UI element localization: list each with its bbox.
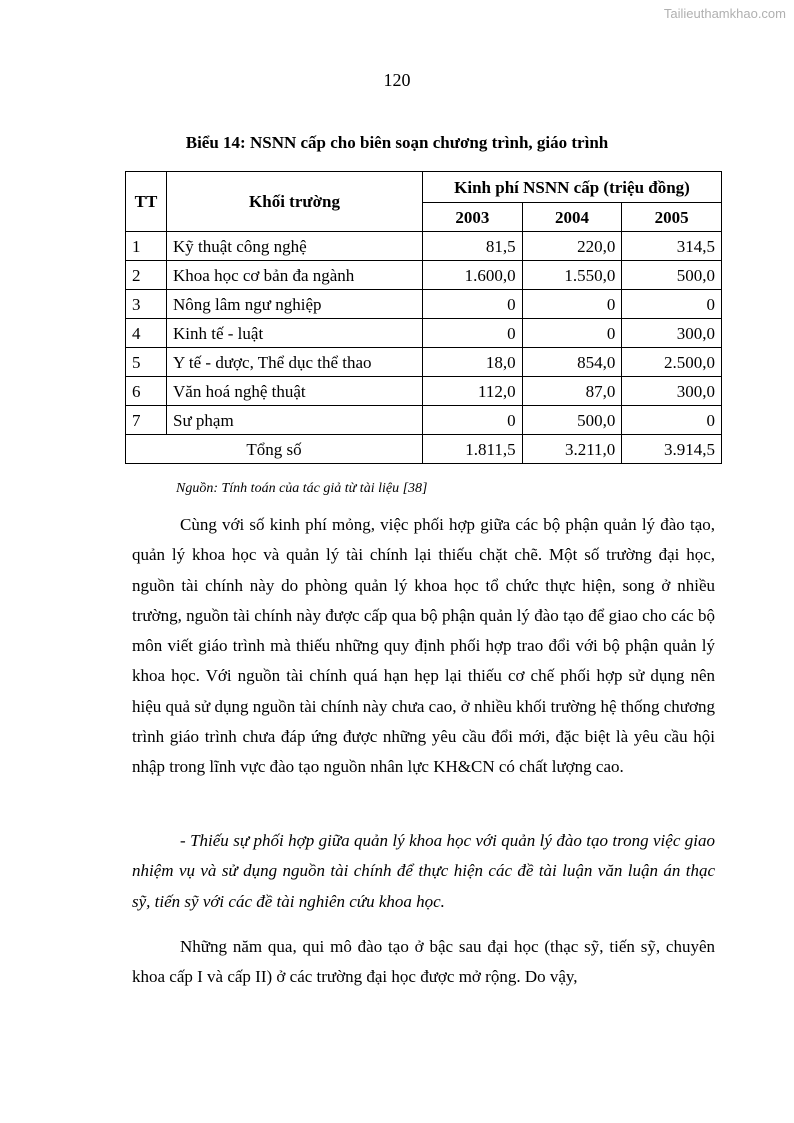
row-value-2003: 1.600,0: [423, 261, 523, 290]
row-value-2004: 1.550,0: [522, 261, 622, 290]
italic-paragraph: - Thiếu sự phối hợp giữa quản lý khoa học với quản lý đào tạo trong việc giao nhiệm vụ và sử dụng nguồn tài chính để thực hiện các đề tài luận văn luận án thạc sỹ, tiến sỹ với các đề tài nghiên cứu khoa học.: [132, 831, 715, 911]
total-value-2005: 3.914,5: [622, 435, 722, 464]
row-value-2005: 300,0: [622, 377, 722, 406]
row-name: Kỹ thuật công nghệ: [167, 232, 423, 261]
row-tt: 2: [126, 261, 167, 290]
row-tt: 6: [126, 377, 167, 406]
table-row: [126, 319, 722, 348]
total-label: Tổng số: [126, 435, 423, 464]
row-value-2004: 854,0: [522, 348, 622, 377]
row-tt: 1: [126, 232, 167, 261]
table-title: Biểu 14: NSNN cấp cho biên soạn chương trình, giáo trình: [185, 133, 609, 152]
row-value-2004: 220,0: [522, 232, 622, 261]
row-name: Khoa học cơ bản đa ngành: [167, 261, 423, 290]
table-source-note: Nguồn: Tính toán của tác giả từ tài liệu [38]: [176, 481, 428, 496]
header-year-2003: 2003: [423, 203, 523, 232]
header-budget: Kinh phí NSNN cấp (triệu đồng): [423, 172, 722, 203]
row-value-2003: 81,5: [423, 232, 523, 261]
row-name: Y tế - dược, Thể dục thể thao: [167, 348, 423, 377]
table-total-row: [126, 435, 722, 464]
row-name: Kinh tế - luật: [167, 319, 423, 348]
header-year-2004: 2004: [522, 203, 622, 232]
row-value-2003: 18,0: [423, 348, 523, 377]
row-name: Văn hoá nghệ thuật: [167, 377, 423, 406]
row-name: Nông lâm ngư nghiệp: [167, 290, 423, 319]
row-tt: 5: [126, 348, 167, 377]
row-value-2003: 0: [423, 319, 523, 348]
header-year-2005: 2005: [622, 203, 722, 232]
table-row: [126, 290, 722, 319]
row-value-2003: 0: [423, 406, 523, 435]
total-value-2004: 3.211,0: [522, 435, 622, 464]
row-value-2005: 2.500,0: [622, 348, 722, 377]
header-group: Khối trường: [167, 172, 423, 232]
row-value-2004: 0: [522, 319, 622, 348]
total-value-2003: 1.811,5: [423, 435, 523, 464]
row-value-2004: 87,0: [522, 377, 622, 406]
row-value-2005: 300,0: [622, 319, 722, 348]
table-row: [126, 348, 722, 377]
table-row: [126, 232, 722, 261]
table-row: [126, 261, 722, 290]
paragraph: Cùng với số kinh phí mỏng, việc phối hợp giữa các bộ phận quản lý đào tạo, quản lý khoa học và quản lý tài chính lại thiếu chặt chẽ. Một số trường đại học, nguồn tài chính này do phòng quản lý khoa học tổ chức thực hiện, song ở nhiều trường, nguồn tài chính này được cấp qua bộ phận quản lý đào tạo để giao cho các bộ môn viết giáo trình mà thiếu những quy định phối hợp trao đổi với bộ phận quản lý khoa học. Với nguồn tài chính quá hạn hẹp lại thiếu cơ chế phối hợp sử dụng nên hiệu quả sử dụng nguồn tài chính này chưa cao, ở nhiều khối trường hệ thống chương trình giáo trình chưa đáp ứng được những yêu cầu đổi mới, đặc biệt là yêu cầu hội nhập trong lĩnh vực đào tạo nguồn nhân lực KH&CN có chất lượng cao.: [132, 515, 715, 777]
row-value-2005: 0: [622, 290, 722, 319]
paragraph: Những năm qua, qui mô đào tạo ở bậc sau đại học (thạc sỹ, tiến sỹ, chuyên khoa cấp I và cấp II) ở các trường đại học được mở rộng. Do vậy,: [132, 937, 715, 987]
row-name: Sư phạm: [167, 406, 423, 435]
row-value-2003: 112,0: [423, 377, 523, 406]
row-value-2004: 500,0: [522, 406, 622, 435]
row-value-2005: 314,5: [622, 232, 722, 261]
row-value-2005: 0: [622, 406, 722, 435]
watermark: Tailieuthamkhao.com: [663, 6, 786, 21]
row-value-2004: 0: [522, 290, 622, 319]
table-row: [126, 406, 722, 435]
table-row: [126, 377, 722, 406]
row-tt: 3: [126, 290, 167, 319]
budget-table: [125, 171, 722, 464]
row-value-2005: 500,0: [622, 261, 722, 290]
row-tt: 4: [126, 319, 167, 348]
row-value-2003: 0: [423, 290, 523, 319]
page-number: 120: [383, 70, 411, 90]
header-tt: TT: [126, 172, 167, 232]
table-header-row: [126, 172, 722, 203]
row-tt: 7: [126, 406, 167, 435]
